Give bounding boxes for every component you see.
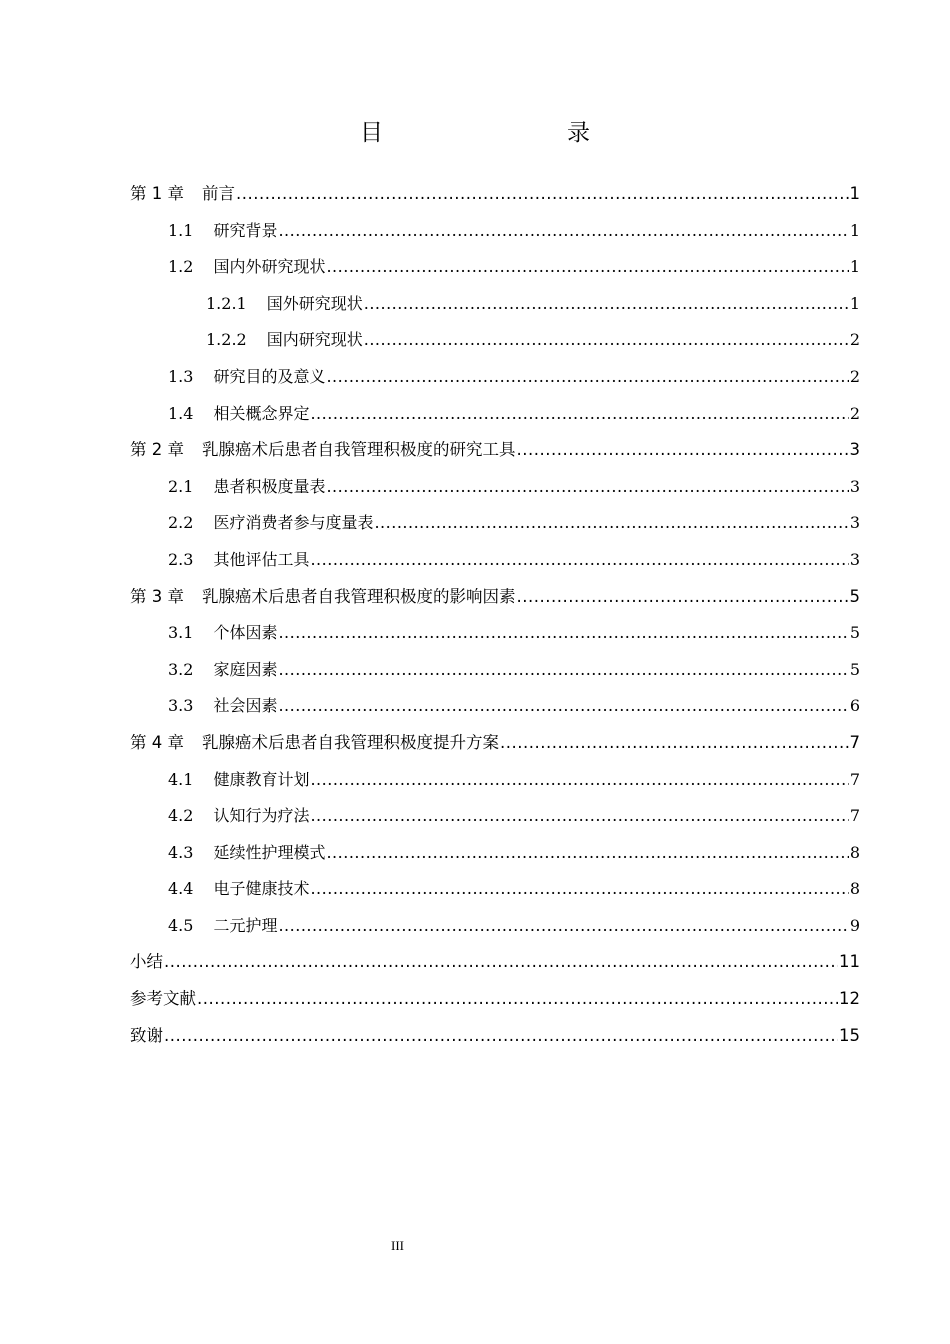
dot-leader: [500, 725, 849, 762]
toc-entry[interactable]: [130, 725, 860, 762]
toc-entry[interactable]: [130, 213, 860, 250]
dot-leader: [310, 396, 848, 433]
dot-leader: [326, 359, 848, 396]
dot-leader: [326, 249, 848, 286]
dot-leader: [310, 798, 848, 835]
dot-leader: [517, 579, 849, 616]
toc-entry-number: 1.2.2: [206, 330, 247, 350]
toc-entry-page: 1: [849, 220, 860, 240]
dot-leader: [517, 432, 849, 469]
toc-entry-page: 8: [849, 879, 860, 899]
toc-entry-number: 第 3 章: [130, 586, 184, 606]
toc-entry-label: 参考文献: [130, 989, 196, 1009]
toc-entry-label: 医疗消费者参与度量表: [213, 513, 374, 533]
toc-entry-number: 1.4: [168, 403, 194, 423]
dot-leader: [374, 505, 848, 542]
toc-entry[interactable]: [130, 615, 860, 652]
page-title: 目 录: [360, 120, 636, 146]
toc-entry[interactable]: [130, 359, 860, 396]
toc-entry-label: 个体因素: [213, 623, 278, 643]
toc-entry-number: 1.2: [168, 257, 194, 277]
toc-entry[interactable]: [130, 579, 860, 616]
dot-leader: [278, 908, 848, 945]
toc-entry-page: 15: [839, 1025, 860, 1045]
dot-leader: [310, 871, 848, 908]
toc-entry-page: 2: [849, 403, 860, 423]
toc-entry[interactable]: [130, 835, 860, 872]
toc-entry[interactable]: [130, 798, 860, 835]
toc-entry[interactable]: [130, 688, 860, 725]
toc-entry-number: 3.2: [168, 659, 194, 679]
toc-entry-number: 4.2: [168, 806, 194, 826]
toc-entry-page: 3: [849, 549, 860, 569]
toc-entry-label: 乳腺癌术后患者自我管理积极度提升方案: [202, 732, 499, 752]
toc-entry-label: 认知行为疗法: [213, 806, 310, 826]
dot-leader: [364, 286, 849, 323]
toc-entry-page: 8: [849, 842, 860, 862]
toc-entry-label: 研究目的及意义: [213, 366, 326, 386]
toc-entry-number: 1.3: [168, 366, 194, 386]
toc-entry-number: 1.2.1: [206, 293, 247, 313]
dot-leader: [326, 469, 848, 506]
toc-entry-page: 2: [849, 330, 860, 350]
toc-entry-label: 电子健康技术: [213, 879, 310, 899]
toc-entry[interactable]: [130, 871, 860, 908]
toc-entry-page: 7: [849, 769, 860, 789]
toc-entry[interactable]: [130, 249, 860, 286]
toc-entry-page: 11: [839, 952, 860, 972]
dot-leader: [310, 762, 848, 799]
dot-leader: [326, 835, 848, 872]
dot-leader: [310, 542, 848, 579]
toc-entry-number: 第 1 章: [130, 184, 184, 203]
toc-entry-label: 乳腺癌术后患者自我管理积极度的影响因素: [202, 586, 516, 606]
toc-entry-page: 3: [849, 513, 860, 533]
toc-entry[interactable]: [130, 762, 860, 799]
toc-entry-page: 1: [849, 293, 860, 313]
footer-page-number: III: [391, 1238, 404, 1253]
toc-entry-number: 4.1: [168, 769, 194, 789]
toc-entry[interactable]: [130, 286, 860, 323]
toc-entry[interactable]: [130, 652, 860, 689]
dot-leader: [164, 944, 838, 981]
toc-entry-number: 3.3: [168, 696, 194, 716]
dot-leader: [278, 615, 848, 652]
toc-entry-number: 4.4: [168, 879, 194, 899]
toc-entry-number: 2.1: [168, 476, 194, 496]
toc-entry-number: 2.3: [168, 549, 194, 569]
toc-entry-label: 乳腺癌术后患者自我管理积极度的研究工具: [202, 440, 516, 460]
toc-entry-label: 家庭因素: [213, 659, 278, 679]
toc-entry[interactable]: [130, 908, 860, 945]
dot-leader: [278, 688, 848, 725]
toc-entry-label: 二元护理: [213, 915, 278, 935]
dot-leader: [278, 213, 848, 250]
toc-entry-label: 社会因素: [213, 696, 278, 716]
toc-entry-label: 相关概念界定: [213, 403, 310, 423]
toc-entry-number: 2.2: [168, 513, 194, 533]
toc-entry-number: 4.3: [168, 842, 194, 862]
toc-entry-page: 1: [849, 184, 860, 203]
toc-entry-label: 延续性护理模式: [213, 842, 326, 862]
toc-entry-page: 3: [849, 476, 860, 496]
toc-entry-label: 研究背景: [213, 220, 278, 240]
dot-leader: [278, 652, 848, 689]
toc-entry-label: 健康教育计划: [213, 769, 310, 789]
toc-entry-page: 7: [849, 732, 860, 752]
toc-entry[interactable]: [130, 322, 860, 359]
toc-entry-number: 1.1: [168, 220, 194, 240]
toc-entry-number: 第 2 章: [130, 440, 184, 460]
toc-entry-label: 患者积极度量表: [213, 476, 326, 496]
toc-entry-page: 5: [849, 623, 860, 643]
dot-leader: [197, 981, 838, 1018]
table-of-contents: [130, 176, 860, 1054]
dot-leader: [164, 1018, 838, 1055]
toc-entry-page: 5: [849, 586, 860, 606]
toc-entry-page: 7: [849, 806, 860, 826]
toc-entry[interactable]: [130, 396, 860, 433]
toc-entry[interactable]: [130, 505, 860, 542]
toc-entry-label: 国内研究现状: [266, 330, 363, 350]
toc-entry-page: 12: [839, 989, 860, 1009]
toc-entry-label: 国内外研究现状: [213, 257, 326, 277]
toc-entry-label: 致谢: [130, 1025, 163, 1045]
toc-entry-page: 1: [849, 257, 860, 277]
toc-entry-number: 第 4 章: [130, 732, 184, 752]
dot-leader: [236, 176, 849, 213]
toc-entry-page: 5: [849, 659, 860, 679]
toc-entry[interactable]: [130, 176, 860, 213]
toc-entry-number: 3.1: [168, 623, 194, 643]
toc-entry[interactable]: [130, 469, 860, 506]
dot-leader: [364, 322, 849, 359]
toc-entry-label: 国外研究现状: [266, 293, 363, 313]
toc-entry[interactable]: [130, 542, 860, 579]
toc-entry-page: 2: [849, 366, 860, 386]
toc-entry[interactable]: [130, 981, 860, 1018]
toc-entry-label: 小结: [130, 952, 163, 972]
toc-entry[interactable]: [130, 1018, 860, 1055]
toc-entry-label: 其他评估工具: [213, 549, 310, 569]
toc-entry-label: 前言: [202, 184, 235, 203]
toc-entry-number: 4.5: [168, 915, 194, 935]
toc-entry-page: 3: [849, 440, 860, 460]
toc-entry-page: 6: [849, 696, 860, 716]
toc-entry[interactable]: [130, 944, 860, 981]
toc-entry-page: 9: [849, 915, 860, 935]
toc-entry[interactable]: [130, 432, 860, 469]
